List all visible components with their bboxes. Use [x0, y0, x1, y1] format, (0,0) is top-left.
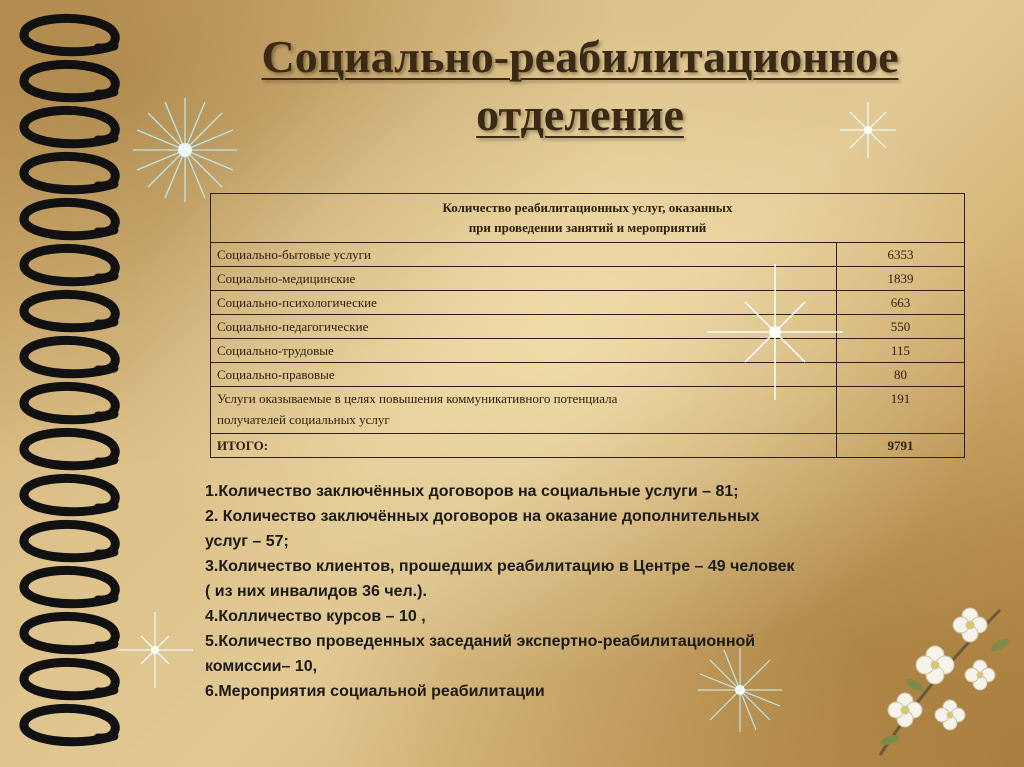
- services-table: [210, 193, 965, 458]
- note-line: ( из них инвалидов 36 чел.).: [205, 583, 427, 600]
- table-row: [211, 315, 965, 339]
- note-line: 3.Количество клиентов, прошедших реабилитацию в Центре – 49 человек: [205, 558, 795, 575]
- table-total-row: [211, 434, 965, 458]
- table-header-row: [211, 194, 965, 243]
- note-line: 1.Количество заключённых договоров на социальные услуги – 81;: [205, 483, 739, 500]
- statistics-notes: [205, 479, 945, 704]
- title-line-2: отделение: [476, 89, 684, 140]
- spiral-ring: [24, 386, 115, 419]
- row-label: Социально-медицинские: [211, 267, 837, 291]
- total-label: ИТОГО:: [211, 434, 837, 458]
- spiral-ring: [24, 248, 115, 281]
- spiral-ring: [24, 478, 115, 511]
- note-line: комиссии– 10,: [205, 658, 318, 675]
- table-header-cell: [211, 194, 965, 243]
- spiral-ring: [24, 616, 115, 649]
- note-line: 5.Количество проведенных заседаний экспертно-реабилитационной: [205, 633, 756, 650]
- row-label-line-2: получателей социальных услуг: [217, 412, 390, 427]
- row-label: Социально-трудовые: [211, 339, 837, 363]
- spiral-ring: [24, 662, 115, 695]
- table-row: [211, 387, 965, 434]
- row-label-line-1: Услуги оказываемые в целях повышения коммуникативного потенциала: [217, 391, 618, 406]
- row-value: 1839: [837, 267, 965, 291]
- row-label: Социально-педагогические: [211, 315, 837, 339]
- note-line: 6.Мероприятия социальной реабилитации: [205, 683, 545, 700]
- row-label: Социально-психологические: [211, 291, 837, 315]
- table-row: [211, 267, 965, 291]
- sparkle-icon: [695, 645, 785, 735]
- table-row: [211, 363, 965, 387]
- spiral-ring: [24, 202, 115, 235]
- title-line-1: Социально-реабилитационное: [261, 31, 899, 82]
- table-row: [211, 339, 965, 363]
- spiral-ring: [24, 294, 115, 327]
- spiral-ring: [24, 340, 115, 373]
- row-value: 191: [837, 387, 965, 434]
- row-label: Социально-бытовые услуги: [211, 243, 837, 267]
- row-label: Социально-правовые: [211, 363, 837, 387]
- row-value: 6353: [837, 243, 965, 267]
- row-value: 550: [837, 315, 965, 339]
- spiral-ring: [24, 708, 115, 741]
- spiral-ring: [24, 18, 115, 51]
- row-value: 663: [837, 291, 965, 315]
- spiral-ring: [24, 110, 115, 143]
- note-line: 4.Колличество курсов – 10 ,: [205, 608, 426, 625]
- table-header-line-1: Количество реабилитационных услуг, оказанных: [442, 200, 733, 215]
- spiral-ring: [24, 570, 115, 603]
- table-row: [211, 291, 965, 315]
- table-row: [211, 243, 965, 267]
- sparkle-icon: [705, 262, 845, 402]
- sparkle-icon: [115, 610, 195, 690]
- spiral-ring: [24, 432, 115, 465]
- row-value: 80: [837, 363, 965, 387]
- spiral-ring: [24, 524, 115, 557]
- sparkle-icon: [130, 95, 240, 205]
- spiral-ring: [24, 156, 115, 189]
- sparkle-icon: [838, 100, 898, 160]
- row-value: 115: [837, 339, 965, 363]
- flower-branch-decoration: [860, 590, 1020, 760]
- table-header-line-2: при проведении занятий и мероприятий: [468, 220, 707, 235]
- note-line: 2. Количество заключённых договоров на оказание дополнительных: [205, 508, 760, 525]
- note-line: услуг – 57;: [205, 533, 289, 550]
- spiral-ring: [24, 64, 115, 97]
- total-value: 9791: [837, 434, 965, 458]
